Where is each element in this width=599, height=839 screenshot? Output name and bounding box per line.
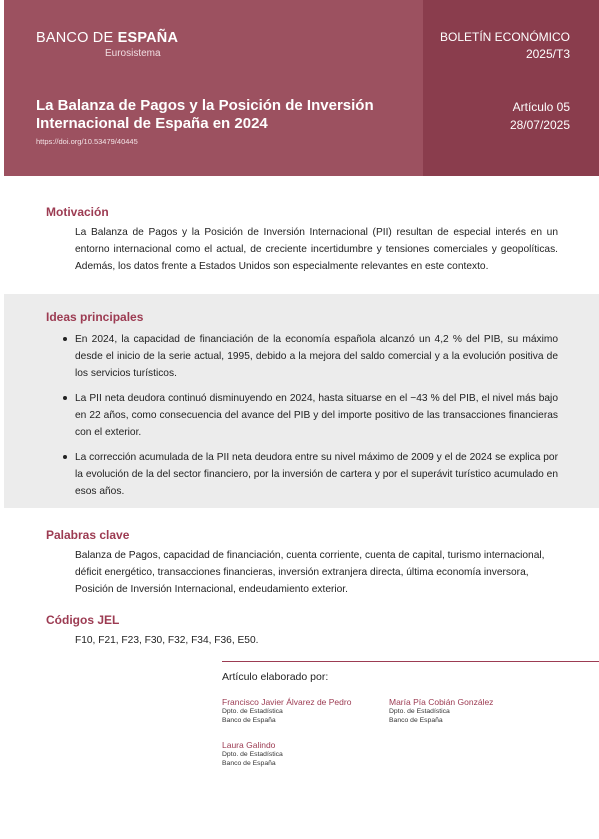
series-number: 2025/T3 (525, 47, 570, 61)
jel-section (46, 613, 558, 649)
author-department: Dpto. de Estadística (222, 751, 283, 758)
main-ideas-section (46, 310, 558, 508)
author-department: Dpto. de Estadística (389, 708, 450, 715)
author-organization: Banco de España (389, 717, 443, 724)
jel-codes: F10, F21, F23, F30, F32, F34, F36, E50. (75, 635, 259, 646)
ideas-list (46, 331, 558, 500)
author-name: Francisco Javier Álvarez de Pedro (222, 697, 352, 707)
list-item (46, 449, 558, 500)
series-title: BOLETÍN ECONÓMICO (439, 30, 570, 44)
author-card (222, 697, 351, 725)
list-item (46, 331, 558, 382)
motivation-heading: Motivación (46, 205, 109, 219)
header-banner (4, 0, 599, 176)
article-number: Artículo 05 (512, 100, 570, 114)
authors-divider (222, 661, 599, 662)
author-name: Laura Galindo (222, 740, 276, 750)
publication-date: 28/07/2025 (509, 118, 570, 132)
keywords-heading: Palabras clave (46, 528, 130, 542)
logo-subtitle: Eurosistema (105, 48, 161, 59)
header-right-panel (423, 0, 599, 176)
author-card (222, 740, 283, 768)
bde-logo (36, 30, 178, 46)
ideas-heading: Ideas principales (46, 310, 144, 324)
author-organization: Banco de España (222, 717, 276, 724)
authors-heading: Artículo elaborado por: (222, 671, 329, 683)
doi-link[interactable]: https://doi.org/10.53479/40445 (36, 137, 138, 146)
idea-text: En 2024, la capacidad de financiación de la economía española alcanzó un 4,2 % del PIB, su máximo desde el inicio de la serie actual, 1995, debido a la mejora del saldo comercial y a la evolución positiva de los servicios turísticos. (75, 334, 558, 379)
jel-heading: Códigos JEL (46, 613, 120, 627)
bullet-icon (63, 396, 67, 400)
author-card (389, 697, 493, 725)
page-title: La Balanza de Pagos y la Posición de Inversión Internacional de España en 2024 (36, 97, 374, 132)
idea-text: La PII neta deudora continuó disminuyendo en 2024, hasta situarse en el −43 % del PIB, el nivel más bajo en 22 años, como consecuencia del avance del PIB y del importe positivo de las transacciones financieras con el exterior. (75, 393, 558, 438)
author-department: Dpto. de Estadística (222, 708, 283, 715)
motivation-section (46, 205, 558, 275)
logo-text-espana: ESPAÑA (117, 30, 179, 46)
idea-text: La corrección acumulada de la PII neta deudora entre su nivel máximo de 2009 y el de 2024 se explica por la evolución de la del sector financiero, por la inversión de cartera y por el superávit turístico acumulado en esos años. (75, 452, 558, 497)
logo-text-banco: BANCO DE (36, 30, 118, 46)
author-organization: Banco de España (222, 760, 276, 767)
header-left-panel (4, 0, 423, 176)
bullet-icon (63, 455, 67, 459)
motivation-text: La Balanza de Pagos y la Posición de Inversión Internacional (PII) resultan de especial interés en un entorno internacional como el actual, de creciente incertidumbre y tensiones comerciales y geopolíticas. Además, los datos frente a Estados Unidos son especialmente relevantes en este contexto. (75, 227, 558, 272)
bullet-icon (63, 337, 67, 341)
author-name: María Pía Cobián González (389, 697, 494, 707)
list-item (46, 390, 558, 441)
keywords-section (46, 528, 558, 598)
keywords-text: Balanza de Pagos, capacidad de financiación, cuenta corriente, cuenta de capital, turismo internacional, déficit energético, transacciones financieras, inversión extranjera directa, última economía inversora, Posición de Inversión Internacional, endeudamiento exterior. (75, 550, 545, 595)
